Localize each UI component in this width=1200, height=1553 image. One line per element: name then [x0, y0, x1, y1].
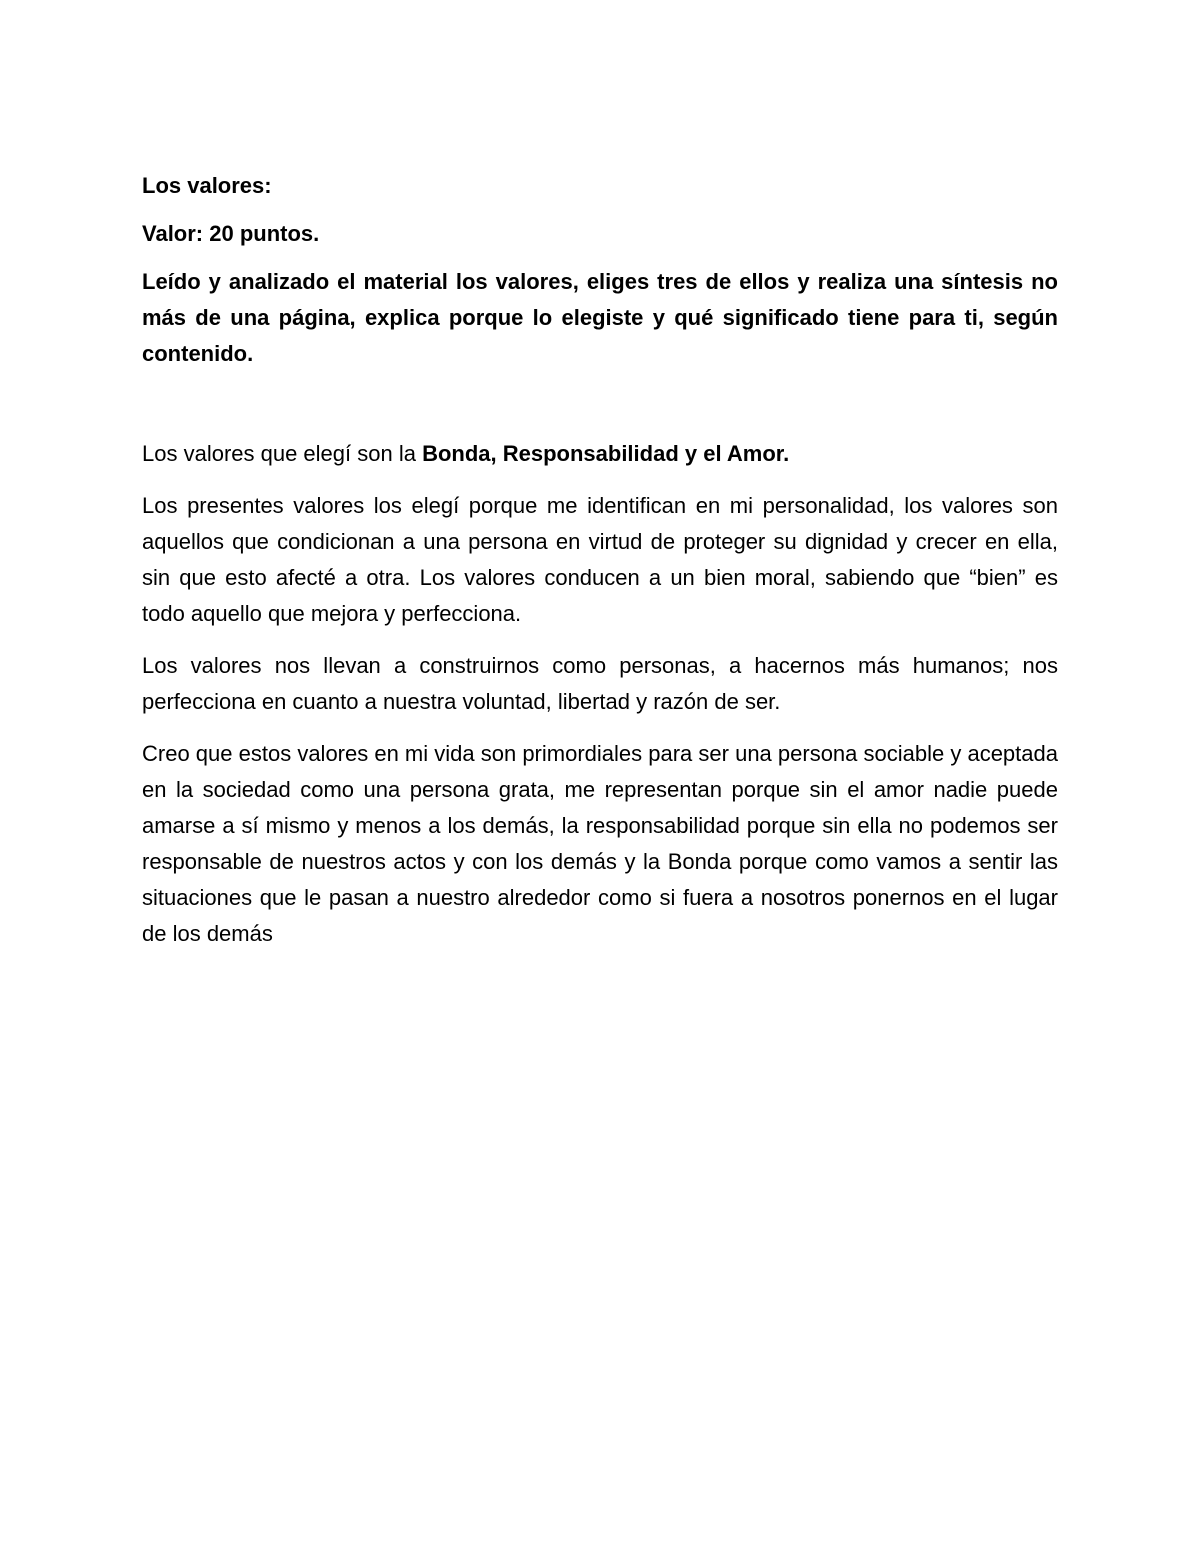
value-line: Valor: 20 puntos.: [142, 221, 320, 246]
paragraph-3: Creo que estos valores en mi vida son primordiales para ser una persona sociable y aceptada en la sociedad como una persona grata, me representan porque sin el amor nadie puede amarse a sí mismo y menos a los demás, la responsabilidad porque sin ella no podemos ser responsable de nuestros actos y con los demás y la Bonda porque como vamos a sentir las situaciones que le pasan a nuestro alrededor como si fuera a nosotros ponernos en el lugar de los demás: [142, 741, 1058, 946]
chosen-values-line: [142, 436, 1058, 472]
instructions-paragraph: Leído y analizado el material los valores, eliges tres de ellos y realiza una síntesis no más de una página, explica porque lo elegiste y qué significado tiene para ti, según contenido.: [142, 269, 1058, 366]
document-body: [142, 168, 1058, 952]
chosen-values-intro: Los valores que elegí son la: [142, 441, 423, 466]
chosen-values-list: Bonda, Responsabilidad y el Amor.: [422, 441, 790, 466]
paragraph-1: Los presentes valores los elegí porque me identifican en mi personalidad, los valores son aquellos que condicionan a una persona en virtud de proteger su dignidad y crecer en ella, sin que esto afecté a otra. Los valores conducen a un bien moral, sabiendo que “bien” es todo aquello que mejora y perfecciona.: [142, 493, 1058, 626]
paragraph-2: Los valores nos llevan a construirnos como personas, a hacernos más humanos; nos perfecciona en cuanto a nuestra voluntad, libertad y razón de ser.: [142, 653, 1058, 714]
document-title: Los valores:: [142, 173, 272, 198]
